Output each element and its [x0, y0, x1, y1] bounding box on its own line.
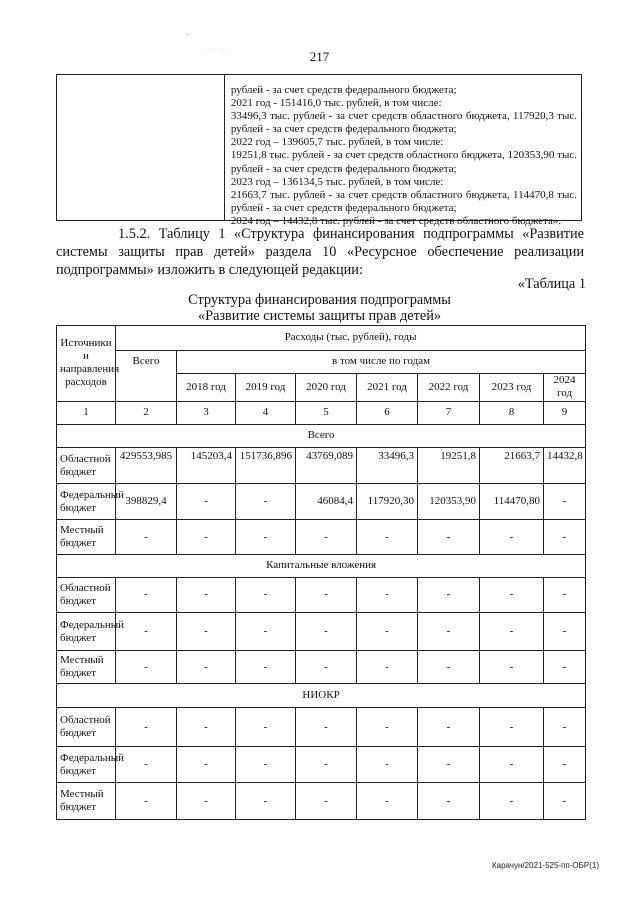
table-title-line-1: Структура финансирования подпрограммы	[188, 292, 451, 308]
value-cell: 117920,30	[357, 484, 418, 520]
section-title: Капитальные вложения	[57, 555, 586, 578]
value-cell: 151736,896	[236, 447, 296, 484]
value-cell: -	[177, 651, 236, 684]
value-cell: -	[177, 783, 236, 820]
table-title	[0, 292, 639, 324]
text-line: рублей - за счет средств федерального бюджета;	[230, 84, 457, 96]
value-cell: -	[544, 520, 586, 555]
column-number: 1	[57, 401, 116, 425]
value-cell: -	[296, 708, 357, 747]
value-cell: -	[357, 783, 418, 820]
value-cell: -	[236, 613, 296, 651]
header-year: 2023 год	[480, 374, 544, 402]
column-number: 5	[296, 401, 357, 425]
text-line: 21663,7 тыс. рублей - за счет средств областного бюджета, 114470,8 тыс.	[230, 188, 577, 201]
scan-mark: -	[186, 30, 189, 39]
table-row	[57, 447, 586, 484]
table-row	[57, 783, 586, 820]
value-cell: 46084,4	[296, 484, 357, 520]
value-cell: -	[177, 613, 236, 651]
value-cell: -	[357, 708, 418, 747]
value-cell: 19251,8	[418, 447, 480, 484]
column-number: 6	[357, 401, 418, 425]
text-line: рублей - за счет средств федерального бюджета;	[230, 162, 457, 175]
value-cell: -	[418, 708, 480, 747]
value-cell: -	[296, 651, 357, 684]
value-cell: -	[236, 747, 296, 783]
value-cell: -	[236, 484, 296, 520]
value-cell: -	[418, 651, 480, 684]
value-cell: 14432,8	[544, 447, 586, 484]
value-cell: 145203,4	[177, 447, 236, 484]
previous-table-text-cell	[225, 75, 581, 227]
page-number: 217	[309, 49, 330, 64]
value-cell: -	[480, 613, 544, 651]
value-cell: -	[418, 577, 480, 613]
section-title: НИОКР	[57, 683, 586, 708]
source-cell: Областной бюджет	[57, 447, 116, 484]
value-cell: -	[116, 708, 177, 747]
value-cell: -	[177, 747, 236, 783]
column-number: 4	[236, 401, 296, 425]
source-cell: Федеральный бюджет	[57, 484, 116, 520]
value-cell: -	[480, 708, 544, 747]
value-cell: -	[480, 747, 544, 783]
previous-table-fragment	[56, 74, 582, 227]
text-line: 2023 год – 136134,5 тыс. рублей, в том числе:	[230, 175, 444, 188]
text-line: 2024 год – 14432,8 тыс. рублей - за счет средств областного бюджета».	[230, 214, 562, 227]
table-row	[57, 613, 586, 651]
value-cell: -	[236, 651, 296, 684]
value-cell: -	[177, 708, 236, 747]
value-cell: -	[236, 708, 296, 747]
value-cell: 114470,80	[480, 484, 544, 520]
value-cell: -	[480, 577, 544, 613]
header-year: 2021 год	[357, 374, 418, 402]
value-cell: -	[480, 651, 544, 684]
table-row	[57, 708, 586, 747]
value-cell: -	[357, 747, 418, 783]
value-cell: -	[236, 783, 296, 820]
value-cell: -	[116, 747, 177, 783]
header-year: 2019 год	[236, 374, 296, 402]
value-cell: -	[357, 613, 418, 651]
header-year: 2024 год	[544, 374, 586, 402]
value-cell: 120353,90	[418, 484, 480, 520]
value-cell: -	[116, 613, 177, 651]
column-number: 9	[544, 401, 586, 425]
previous-table-left-cell	[57, 75, 225, 220]
value-cell: -	[296, 577, 357, 613]
source-cell: Федеральный бюджет	[57, 747, 116, 783]
column-number: 2	[116, 401, 177, 425]
value-cell: -	[418, 613, 480, 651]
header-expenses: Расходы (тыс. рублей), годы	[116, 326, 586, 351]
text-line: 33496,3 тыс. рублей - за счет средств областного бюджета, 117920,3 тыс.	[230, 110, 577, 123]
paragraph-line: 1.5.2. Таблицу 1 «Структура финансирования подпрограммы «Развитие	[118, 226, 584, 242]
text-line: рублей - за счет средств федерального бюджета;	[230, 123, 457, 136]
value-cell: -	[544, 484, 586, 520]
value-cell: 33496,3	[357, 447, 418, 484]
text-line: 2021 год - 151416,0 тыс. рублей, в том числе:	[230, 97, 442, 110]
value-cell: 429553,985	[116, 447, 177, 484]
value-cell: 21663,7	[480, 447, 544, 484]
value-cell: -	[116, 520, 177, 555]
header-year: 2022 год	[418, 374, 480, 402]
value-cell: -	[544, 747, 586, 783]
value-cell: -	[177, 484, 236, 520]
header-year: 2020 год	[296, 374, 357, 402]
table-row	[57, 577, 586, 613]
text-line: рублей - за счет средств федерального бюджета;	[230, 201, 457, 214]
source-cell: Местный бюджет	[57, 783, 116, 820]
value-cell: -	[296, 783, 357, 820]
section-title: Всего	[57, 425, 586, 448]
column-number: 7	[418, 401, 480, 425]
value-cell: -	[116, 783, 177, 820]
financing-table	[56, 325, 586, 820]
value-cell: -	[480, 520, 544, 555]
header-by-years: в том числе по годам	[177, 350, 586, 374]
scan-noise: ' ' ' ' ' '	[205, 50, 230, 56]
value-cell: -	[296, 520, 357, 555]
header-year: 2018 год	[177, 374, 236, 402]
table-title-line-2: «Развитие системы защиты прав детей»	[197, 308, 442, 324]
text-line: 2022 год – 139605,7 тыс. рублей, в том числе:	[230, 136, 444, 149]
table-row	[57, 651, 586, 684]
value-cell: -	[544, 708, 586, 747]
value-cell: -	[236, 520, 296, 555]
value-cell: 398829,4	[116, 484, 177, 520]
value-cell: -	[480, 783, 544, 820]
source-cell: Областной бюджет	[57, 708, 116, 747]
value-cell: -	[116, 577, 177, 613]
value-cell: -	[177, 520, 236, 555]
column-number: 3	[177, 401, 236, 425]
paragraph-line: подпрограммы» изложить в следующей редакции:	[56, 262, 363, 278]
value-cell: -	[418, 520, 480, 555]
text-line: 19251,8 тыс. рублей - за счет средств областного бюджета, 120353,90 тыс.	[230, 149, 577, 162]
header-sources: Источники и направления расходов	[57, 326, 116, 402]
value-cell: -	[418, 747, 480, 783]
column-number: 8	[480, 401, 544, 425]
value-cell: -	[544, 783, 586, 820]
source-cell: Областной бюджет	[57, 577, 116, 613]
value-cell: -	[177, 577, 236, 613]
table-row	[57, 520, 586, 555]
table-row	[57, 747, 586, 783]
amendment-paragraph	[56, 225, 584, 279]
value-cell: -	[296, 747, 357, 783]
value-cell: -	[116, 651, 177, 684]
source-cell: Местный бюджет	[57, 520, 116, 555]
value-cell: 43769,089	[296, 447, 357, 484]
document-code: Карачун/2021-525-пп-ОБР(1)	[491, 861, 599, 870]
paragraph-line: системы защиты прав детей» раздела 10 «Ресурсное обеспечение реализации	[56, 244, 584, 260]
table-row	[57, 484, 586, 520]
value-cell: -	[544, 613, 586, 651]
value-cell: -	[418, 783, 480, 820]
value-cell: -	[236, 577, 296, 613]
value-cell: -	[357, 577, 418, 613]
source-cell: Местный бюджет	[57, 651, 116, 684]
value-cell: -	[544, 651, 586, 684]
value-cell: -	[357, 520, 418, 555]
header-total: Всего	[116, 350, 177, 401]
source-cell: Федеральный бюджет	[57, 613, 116, 651]
value-cell: -	[296, 613, 357, 651]
table-reference: «Таблица 1	[517, 276, 586, 292]
value-cell: -	[357, 651, 418, 684]
value-cell: -	[544, 577, 586, 613]
